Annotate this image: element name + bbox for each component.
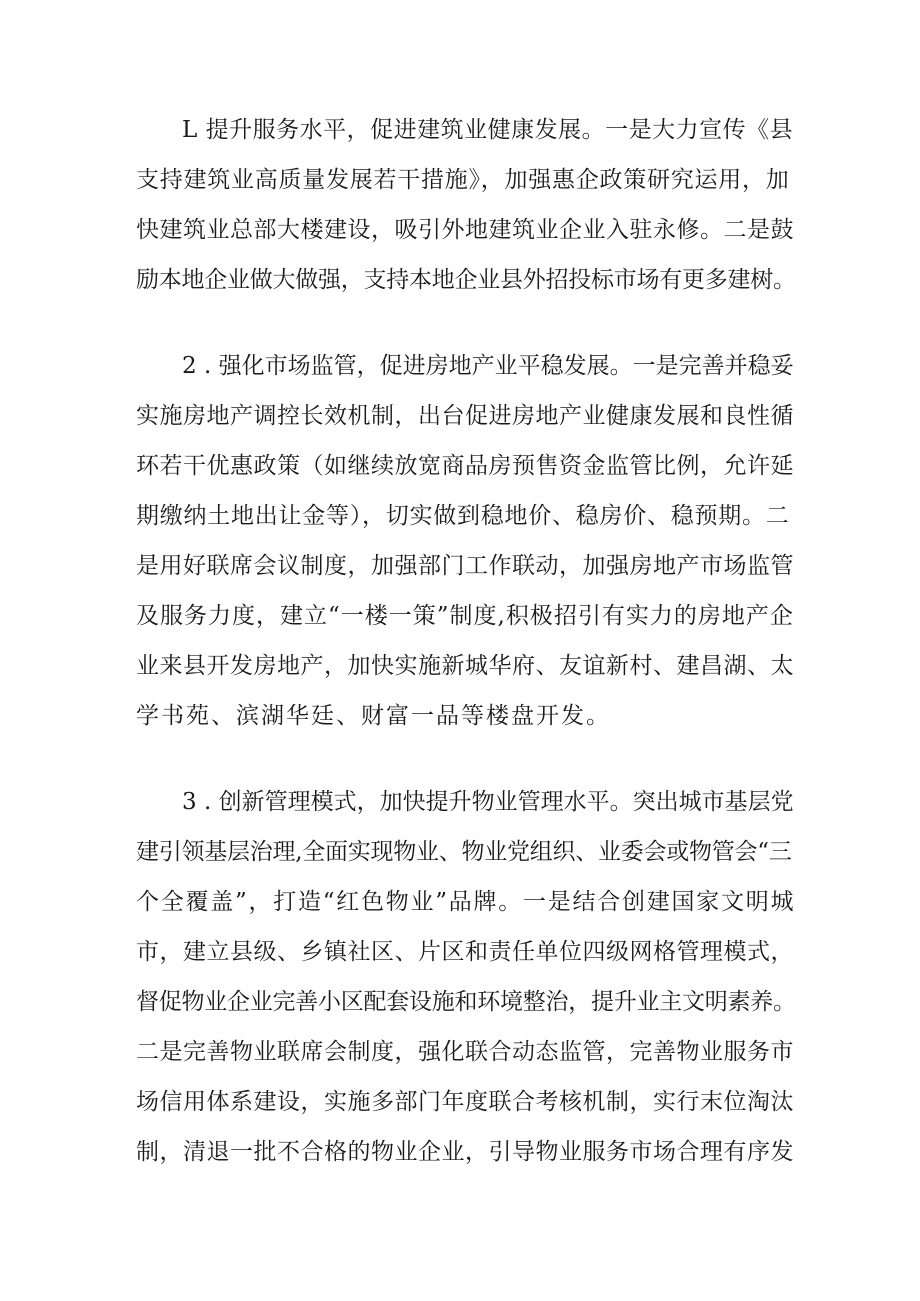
paragraph-2-line-7: 业来县开发房地产，加快实施新城华府、友谊新村、建昌湖、太	[136, 653, 794, 679]
paragraph-3-line-7: 场信用体系建设，实施多部门年度联合考核机制，实行末位淘汰	[136, 1089, 794, 1115]
paragraph-2-line-6: 及服务力度，建立“一楼一策”制度,积极招引有实力的房地产企	[136, 603, 794, 629]
paragraph-3-line-1: 3 . 创新管理模式，加快提升物业管理水平。突出城市基层党	[182, 789, 794, 815]
paragraph-3-line-3: 个全覆盖”，打造“红色物业”品牌。一是结合创建国家文明城	[136, 889, 796, 915]
paragraph-3-line-6: 二是完善物业联席会制度，强化联合动态监管，完善物业服务市	[136, 1039, 794, 1065]
paragraph-2-line-4: 期缴纳土地出让金等），切实做到稳地价、稳房价、稳预期。二	[136, 503, 790, 529]
paragraph-1-line-4: 励本地企业做大做强，支持本地企业县外招投标市场有更多建树。	[136, 267, 796, 293]
paragraph-3-line-8: 制，清退一批不合格的物业企业，引导物业服务市场合理有序发	[136, 1139, 794, 1165]
paragraph-1-line-1: L 提升服务水平，促进建筑业健康发展。一是大力宣传《县	[182, 117, 794, 143]
paragraph-2-line-1: 2 . 强化市场监管，促进房地产业平稳发展。一是完善并稳妥	[182, 353, 794, 379]
paragraph-3-line-5: 督促物业企业完善小区配套设施和环境整治，提升业主文明素养。	[136, 989, 796, 1015]
paragraph-1-line-3: 快建筑业总部大楼建设，吸引外地建筑业企业入驻永修。二是鼓	[136, 217, 794, 243]
paragraph-3-line-4: 市，建立县级、乡镇社区、片区和责任单位四级网格管理模式，	[136, 939, 794, 965]
paragraph-3-line-2: 建引领基层治理,全面实现物业、物业党组织、业委会或物管会“三	[136, 839, 792, 865]
paragraph-2-line-2: 实施房地产调控长效机制，出台促进房地产业健康发展和良性循	[136, 403, 794, 429]
paragraph-2-line-3: 环若干优惠政策（如继续放宽商品房预售资金监管比例，允许延	[136, 453, 794, 479]
paragraph-2-line-5: 是用好联席会议制度，加强部门工作联动，加强房地产市场监管	[136, 553, 794, 579]
paragraph-2-line-8: 学书苑、滨湖华廷、财富一品等楼盘开发。	[136, 703, 611, 729]
paragraph-1-line-2: 支持建筑业高质量发展若干措施》，加强惠企政策研究运用，加	[136, 167, 790, 193]
